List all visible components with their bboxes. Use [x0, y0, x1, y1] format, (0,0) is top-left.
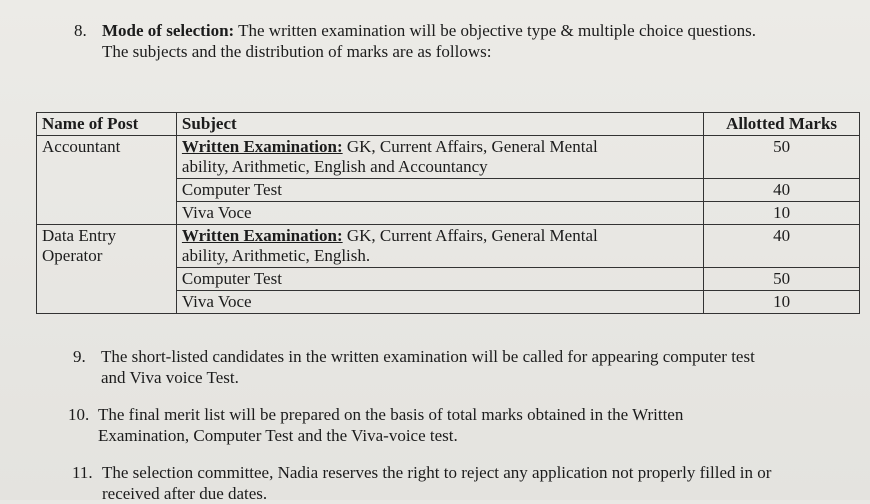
subject-cell [176, 136, 703, 179]
table-row [37, 136, 860, 179]
item-heading: Mode of selection: [102, 21, 235, 40]
item-text-line1: The selection committee, Nadia reserves the right to reject any application not properly filled in or [102, 463, 772, 482]
item-text [101, 346, 755, 388]
post-name-line2: Operator [42, 246, 103, 265]
post-name: Accountant [42, 137, 121, 156]
post-name-cell [37, 225, 177, 314]
written-desc-line1: GK, Current Affairs, General Mental [342, 226, 598, 245]
marks-cell: 10 [704, 291, 860, 314]
item-number: 11. [72, 463, 93, 482]
marks-cell: 10 [704, 202, 860, 225]
item-text-line2: received after due dates. [102, 484, 268, 503]
table-row [37, 225, 860, 268]
post-name-line1: Data Entry [42, 226, 117, 245]
header-subject: Subject [176, 113, 703, 136]
item-number: 8. [74, 21, 87, 40]
written-label: Written Examination: [181, 226, 343, 245]
written-label: Written Examination: [181, 137, 343, 156]
header-post: Name of Post [37, 113, 177, 136]
subject-cell [176, 225, 703, 268]
post-name-cell [37, 136, 177, 225]
written-desc-line2: ability, Arithmetic, English. [181, 246, 371, 265]
item-number: 10. [68, 405, 90, 424]
item-number: 9. [73, 347, 86, 366]
item-text-line1: The written examination will be objective type & multiple choice questions. [234, 21, 757, 40]
subject-cell: Computer Test [176, 179, 703, 202]
marks-cell: 50 [704, 268, 860, 291]
subject-cell: Viva Voce [176, 291, 703, 314]
marks-cell: 40 [704, 225, 860, 268]
subject-cell: Viva Voce [176, 202, 703, 225]
item-text [98, 404, 683, 446]
table-header-row [37, 113, 860, 136]
marks-cell: 40 [704, 179, 860, 202]
item-text-line2: and Viva voice Test. [101, 368, 239, 387]
item-text [102, 462, 771, 504]
marks-table [36, 112, 860, 314]
written-desc-line1: GK, Current Affairs, General Mental [342, 137, 598, 156]
item-text-line2: Examination, Computer Test and the Viva-voice test. [98, 426, 458, 445]
subject-cell: Computer Test [176, 268, 703, 291]
written-desc-line2: ability, Arithmetic, English and Accountancy [181, 157, 488, 176]
header-marks: Allotted Marks [704, 113, 860, 136]
item-text-line1: The short-listed candidates in the written examination will be called for appearing computer test [101, 347, 755, 366]
item-text [102, 20, 756, 62]
marks-cell: 50 [704, 136, 860, 179]
item-text-line2: The subjects and the distribution of marks are as follows: [102, 42, 492, 61]
item-text-line1: The final merit list will be prepared on the basis of total marks obtained in the Written [98, 405, 684, 424]
